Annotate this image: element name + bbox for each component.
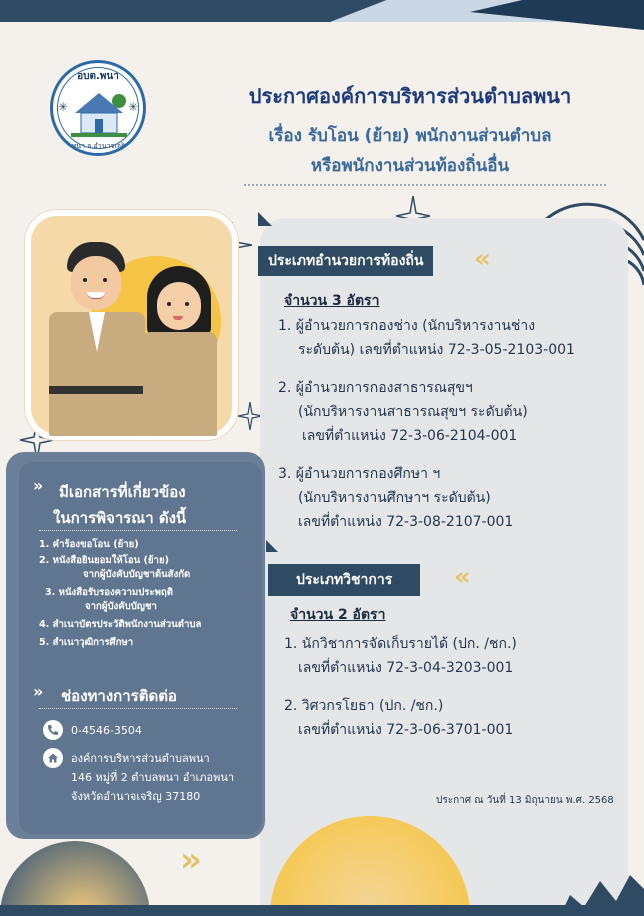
documents-divider: [39, 530, 237, 531]
page-subtitle-line2: หรือพนักงานส่วนท้องถิ่นอื่น: [310, 156, 510, 176]
list-item: 1. นักวิชาการจัดเก็บรายได้ (ปก. /ชก.) เลขที่ตำแหน่ง 72-3-04-3203-001: [284, 636, 517, 676]
woman-head: [147, 266, 211, 336]
phone-icon: [43, 720, 63, 740]
woman-uniform: [143, 332, 217, 436]
dotted-circle-decoration: [0, 820, 150, 916]
contact-address: องค์การบริหารส่วนตำบลพนา 146 หมู่ที่ 2 ตำบลพนา อำเภอพนา จังหวัดอำนาจเจริญ 37180: [71, 752, 235, 803]
corner-marker: [266, 540, 278, 552]
chevron-double-icon: »: [33, 476, 44, 495]
title-divider: [244, 184, 606, 186]
documents-title-line1: มีเอกสารที่เกี่ยวข้อง: [59, 483, 186, 501]
documents-panel: [19, 462, 262, 834]
document-item: 5. สำเนาวุฒิการศึกษา: [39, 637, 134, 648]
section-heading-academic: ประเภทวิชาการ: [268, 564, 420, 596]
document-item: 2. หนังสือยินยอมให้โอน (ย้าย) จากผู้บังคับบัญชาต้นสังกัด: [39, 555, 191, 580]
logo-top-text: อบต.พนา: [77, 71, 119, 82]
staff-illustration: [25, 210, 238, 440]
chevron-double-icon: «: [454, 562, 465, 592]
list-item: 2. วิศวกรโยธา (ปก. /ชก.) เลขที่ตำแหน่ง 72-3-06-3701-001: [284, 698, 514, 738]
dotted-circle-decoration: [270, 808, 470, 916]
star-icon: ✳: [58, 100, 69, 114]
home-icon: [43, 748, 63, 768]
man-head: [61, 242, 131, 322]
logo-bottom-text: อ.พนา จ.อำนาจเจริญ: [65, 142, 131, 150]
list-item: 1. ผู้อำนวยการกองช่าง (นักบริหารงานช่าง ระดับต้น) เลขที่ตำแหน่ง 72-3-05-2103-001: [278, 318, 575, 358]
page-title: ประกาศองค์การบริหารส่วนตำบลพนา: [248, 84, 572, 108]
documents-title-line2: ในการพิจารณา ดังนี้: [53, 509, 187, 527]
list-item: 3. ผู้อำนวยการกองศึกษา ฯ (นักบริหารงานศึกษาฯ ระดับต้น) เลขที่ตำแหน่ง 72-3-08-2107-001: [278, 466, 514, 530]
bottom-band: [0, 905, 644, 916]
announcement-date: ประกาศ ณ วันที่ 13 มิถุนายน พ.ศ. 2568: [436, 795, 614, 806]
document-item: 3. หนังสือรับรองความประพฤติ จากผู้บังคับบัญชา: [45, 587, 173, 612]
document-item: 4. สำเนาบัตรประวัติพนักงานส่วนตำบล: [39, 619, 202, 630]
contact-title: ช่องทางการติดต่อ: [61, 687, 177, 705]
chevron-double-icon: «: [474, 244, 485, 274]
chevron-double-icon: »: [180, 840, 196, 880]
house-emblem: [71, 85, 127, 139]
document-item: 1. คำร้องขอโอน (ย้าย): [39, 539, 139, 550]
page-subtitle-line1: เรื่อง รับโอน (ย้าย) พนักงานส่วนตำบล: [268, 126, 552, 146]
section-count: จำนวน 2 อัตรา: [290, 607, 386, 623]
list-item: 2. ผู้อำนวยการกองสาธารณสุขฯ (นักบริหารงานสาธารณสุขฯ ระดับต้น) เลขที่ตำแหน่ง 72-3-06-2104-001: [278, 380, 528, 444]
section-heading-local-admin: ประเภทอำนวยการท้องถิ่น: [258, 246, 433, 276]
star-icon: ✳: [128, 100, 139, 114]
corner-marker: [258, 212, 272, 226]
chevron-double-icon: »: [33, 682, 44, 701]
contact-phone[interactable]: 0-4546-3504: [71, 724, 142, 737]
contact-divider: [39, 708, 237, 709]
section-count: จำนวน 3 อัตรา: [284, 293, 380, 309]
sparkle-icon: [238, 402, 262, 430]
